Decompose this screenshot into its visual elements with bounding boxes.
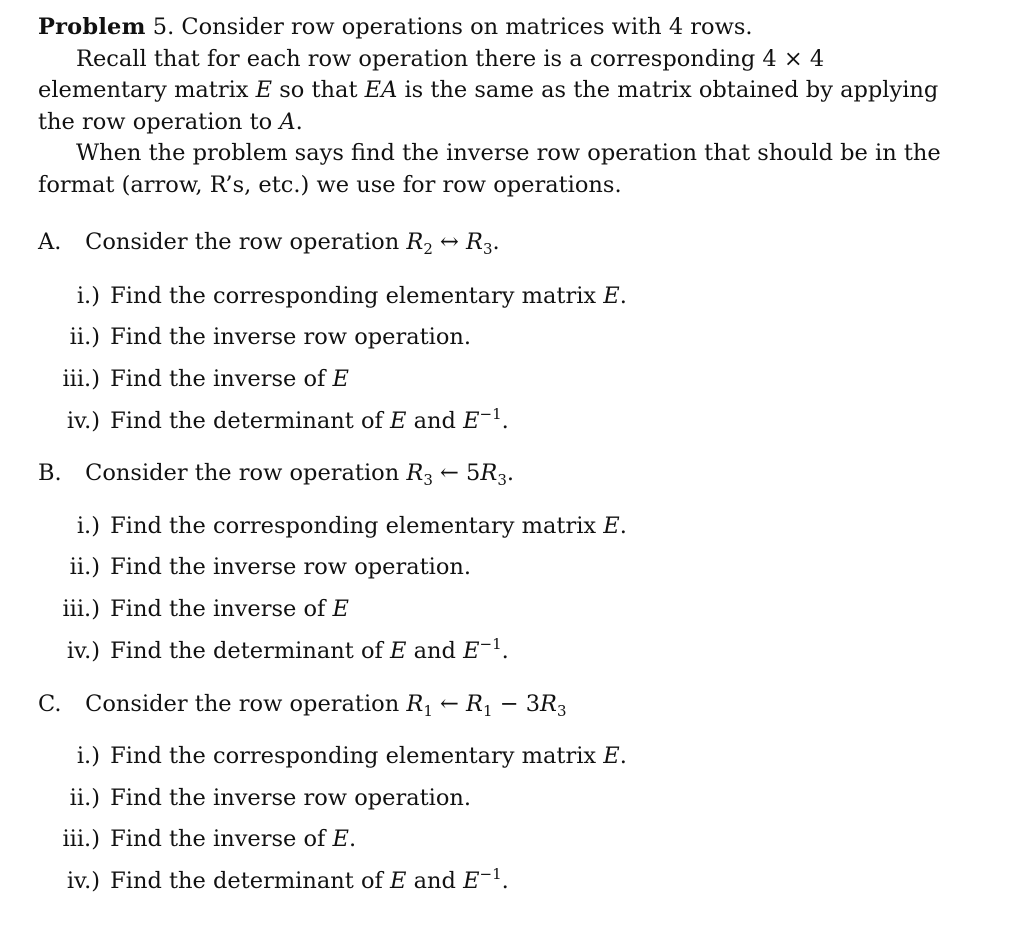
recall-line-2b: so that <box>279 77 358 103</box>
part-a-item-2: ii.) Find the inverse row operation. <box>69 324 472 350</box>
part-c-item-4: iv.) Find the determinant of E and $E^{-1}$. <box>66 865 509 894</box>
part-b-operation: $R_3$ ← $5R_3$. <box>406 460 515 489</box>
math-E-inverse: $E^{-1}$ <box>463 405 502 434</box>
problem-number-dot: . <box>167 14 175 40</box>
when-line-1: When the problem says find the inverse row operation that should be in the <box>76 140 941 166</box>
problem-intro-text: Consider row operations on matrices with 4 rows. <box>181 14 753 40</box>
part-c-item-3: iii.) Find the inverse of E. <box>62 826 357 852</box>
math-E: E <box>255 77 273 103</box>
part-b-item-4: iv.) Find the determinant of E and $E^{-1}$. <box>66 635 509 664</box>
part-c-heading <box>38 689 567 720</box>
recall-line-2a: matrix <box>174 77 249 103</box>
part-a-operation: $R_2$ ↔ $R_3$. <box>406 229 500 258</box>
part-a-item-4: iv.) Find the determinant of E and $E^{-1}$. <box>66 405 509 434</box>
part-b-label: B. <box>38 460 62 486</box>
part-b-heading <box>38 458 514 489</box>
when-paragraph <box>38 138 958 201</box>
part-c-label: C. <box>38 691 62 717</box>
recall-line-3a: operation to <box>132 108 273 135</box>
recall-paragraph <box>38 44 958 139</box>
problem-heading: Problem <box>38 14 146 40</box>
part-a-item-1: i.) Find the corresponding elementary matrix E. <box>76 283 627 309</box>
part-b-item-1: i.) Find the corresponding elementary matrix E. <box>76 513 627 539</box>
part-b-item-2: ii.) Find the inverse row operation. <box>69 554 472 580</box>
recall-line-2c: is the same as the matrix obtained by applying the row <box>38 77 939 135</box>
math-E-inverse: $E^{-1}$ <box>463 865 502 894</box>
recall-period: . <box>295 108 303 135</box>
math-A: A <box>279 108 296 135</box>
problem-number: 5 <box>152 14 168 40</box>
part-c-text: Consider the row operation <box>85 691 400 717</box>
part-a-label: A. <box>38 229 62 255</box>
part-b-item-3: iii.) Find the inverse of E <box>62 596 349 622</box>
problem-document <box>38 12 958 894</box>
part-c-item-2: ii.) Find the inverse row operation. <box>69 785 472 811</box>
recall-line-1: Recall that for each row operation there is a corresponding 4 × 4 elementary <box>38 45 825 103</box>
part-c-operation: $R_1$ ← $R_1 - 3R_3$ <box>406 691 567 720</box>
part-b-text: Consider the row operation <box>85 460 400 486</box>
math-E-inverse: $E^{-1}$ <box>463 635 502 664</box>
problem-intro-paragraph <box>38 12 958 44</box>
part-a-heading <box>38 227 500 258</box>
when-line-2: format (arrow, R’s, etc.) we use for row operations. <box>38 171 622 198</box>
part-a-text: Consider the row operation <box>85 229 400 255</box>
part-a-item-3: iii.) Find the inverse of E <box>62 366 349 392</box>
part-c-item-1: i.) Find the corresponding elementary matrix E. <box>76 743 627 769</box>
math-EA: EA <box>364 77 398 103</box>
